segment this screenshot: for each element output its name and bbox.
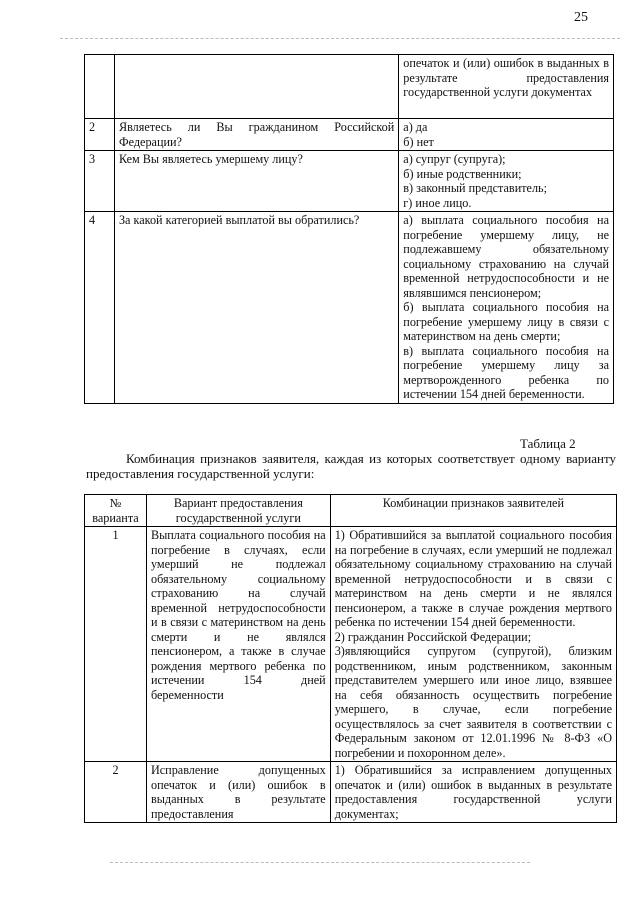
column-header: Комбинации признаков заявителей xyxy=(330,495,616,527)
variants-table xyxy=(84,494,617,823)
row-number: 3 xyxy=(85,151,115,212)
combination-list xyxy=(330,527,616,762)
row-number: 4 xyxy=(85,212,115,404)
answer-option: г) иное лицо. xyxy=(403,195,472,210)
answer-option: в) законный представитель; xyxy=(403,181,547,195)
question-text: За какой категорией выплатой вы обратились? xyxy=(114,212,398,404)
variant-number: 2 xyxy=(85,762,147,823)
table-row xyxy=(85,55,614,119)
answer-options xyxy=(399,119,614,151)
table-row xyxy=(85,762,617,823)
answer-option: б) выплата социального пособия на погребение умершему лицу в связи с материнством на день смерти; xyxy=(403,300,609,343)
table-header-row xyxy=(85,495,617,527)
question-text: Являетесь ли Вы гражданином Российской Федерации? xyxy=(114,119,398,151)
variant-text: Исправление допущенных опечаток и (или) ошибок в выданных в результате предоставления xyxy=(146,762,330,823)
answer-option: опечаток и (или) ошибок в выданных в результате предоставления государственной услуги документах xyxy=(403,56,609,99)
answer-option: в) выплата социального пособия на погребение умершему лицу за мертворожденного ребенка по истечении 154 дней беременности. xyxy=(403,343,609,401)
table-caption: Таблица 2 xyxy=(520,436,576,451)
answer-options xyxy=(399,55,614,119)
row-number xyxy=(85,55,115,119)
answer-options xyxy=(399,212,614,404)
combination-item: 1) Обратившийся за исправлением допущенных опечаток и (или) ошибок в выданных в результате предоставления государственной услуги документах; xyxy=(334,763,612,821)
question-text: Кем Вы являетесь умершему лицу? xyxy=(114,151,398,212)
combination-list xyxy=(330,762,616,823)
answer-options xyxy=(399,151,614,212)
answer-option: б) нет xyxy=(403,134,434,149)
combination-item: 1) Обратившийся за выплатой социального пособия на погребение в случаях, если умерший не подлежал обязательному социальному страхованию на случай временной нетрудоспособности и в связи с материнством на день смерти и не являлся пенсионером, а также в случае рождения мертвого ребенка по истечении 154 дней беременности. xyxy=(334,528,612,629)
questions-table xyxy=(84,54,614,404)
question-text xyxy=(114,55,398,119)
page-number: 25 xyxy=(574,10,588,25)
answer-option: б) иные родственники; xyxy=(403,166,522,181)
combination-item: 3)являющийся супругом (супругой), близким родственником, иным родственником, законным представителем умершего или иное лицо, взявшее на себя обязанность осуществить погребение умершего, в случае, если погребение осуществлялось за счет заявителя в соответствии с Федеральным законом от 12.01.1996 № 8-ФЗ «О погребении и похоронном деле». xyxy=(334,644,612,760)
table-row xyxy=(85,212,614,404)
column-header: Вариант предоставления государственной услуги xyxy=(146,495,330,527)
answer-option: а) супруг (супруга); xyxy=(403,152,506,166)
scan-artifact-line xyxy=(110,862,530,863)
table-row xyxy=(85,119,614,151)
variant-number: 1 xyxy=(85,527,147,762)
scan-artifact-line xyxy=(60,38,620,39)
intro-paragraph: Комбинация признаков заявителя, каждая из которых соответствует одному варианту предоставления государственной услуги: xyxy=(86,451,616,481)
answer-option: а) да xyxy=(403,120,428,134)
answer-option: а) выплата социального пособия на погребение умершему лицу, не подлежавшему обязательному социальному страхованию на случай временной нетрудоспособности и не являвшимся пенсионером; xyxy=(403,213,609,300)
variant-text: Выплата социального пособия на погребение в случаях, если умерший не подлежал обязательному социальному страхованию на случай временной нетрудоспособности и в связи с материнством на день смерти и не являлся пенсионером, а также в случае рождения мертвого ребенка по истечении 154 дней беременности xyxy=(146,527,330,762)
column-header: № варианта xyxy=(85,495,147,527)
row-number: 2 xyxy=(85,119,115,151)
combination-item: 2) гражданин Российской Федерации; xyxy=(334,629,532,644)
table-row xyxy=(85,151,614,212)
table-row xyxy=(85,527,617,762)
